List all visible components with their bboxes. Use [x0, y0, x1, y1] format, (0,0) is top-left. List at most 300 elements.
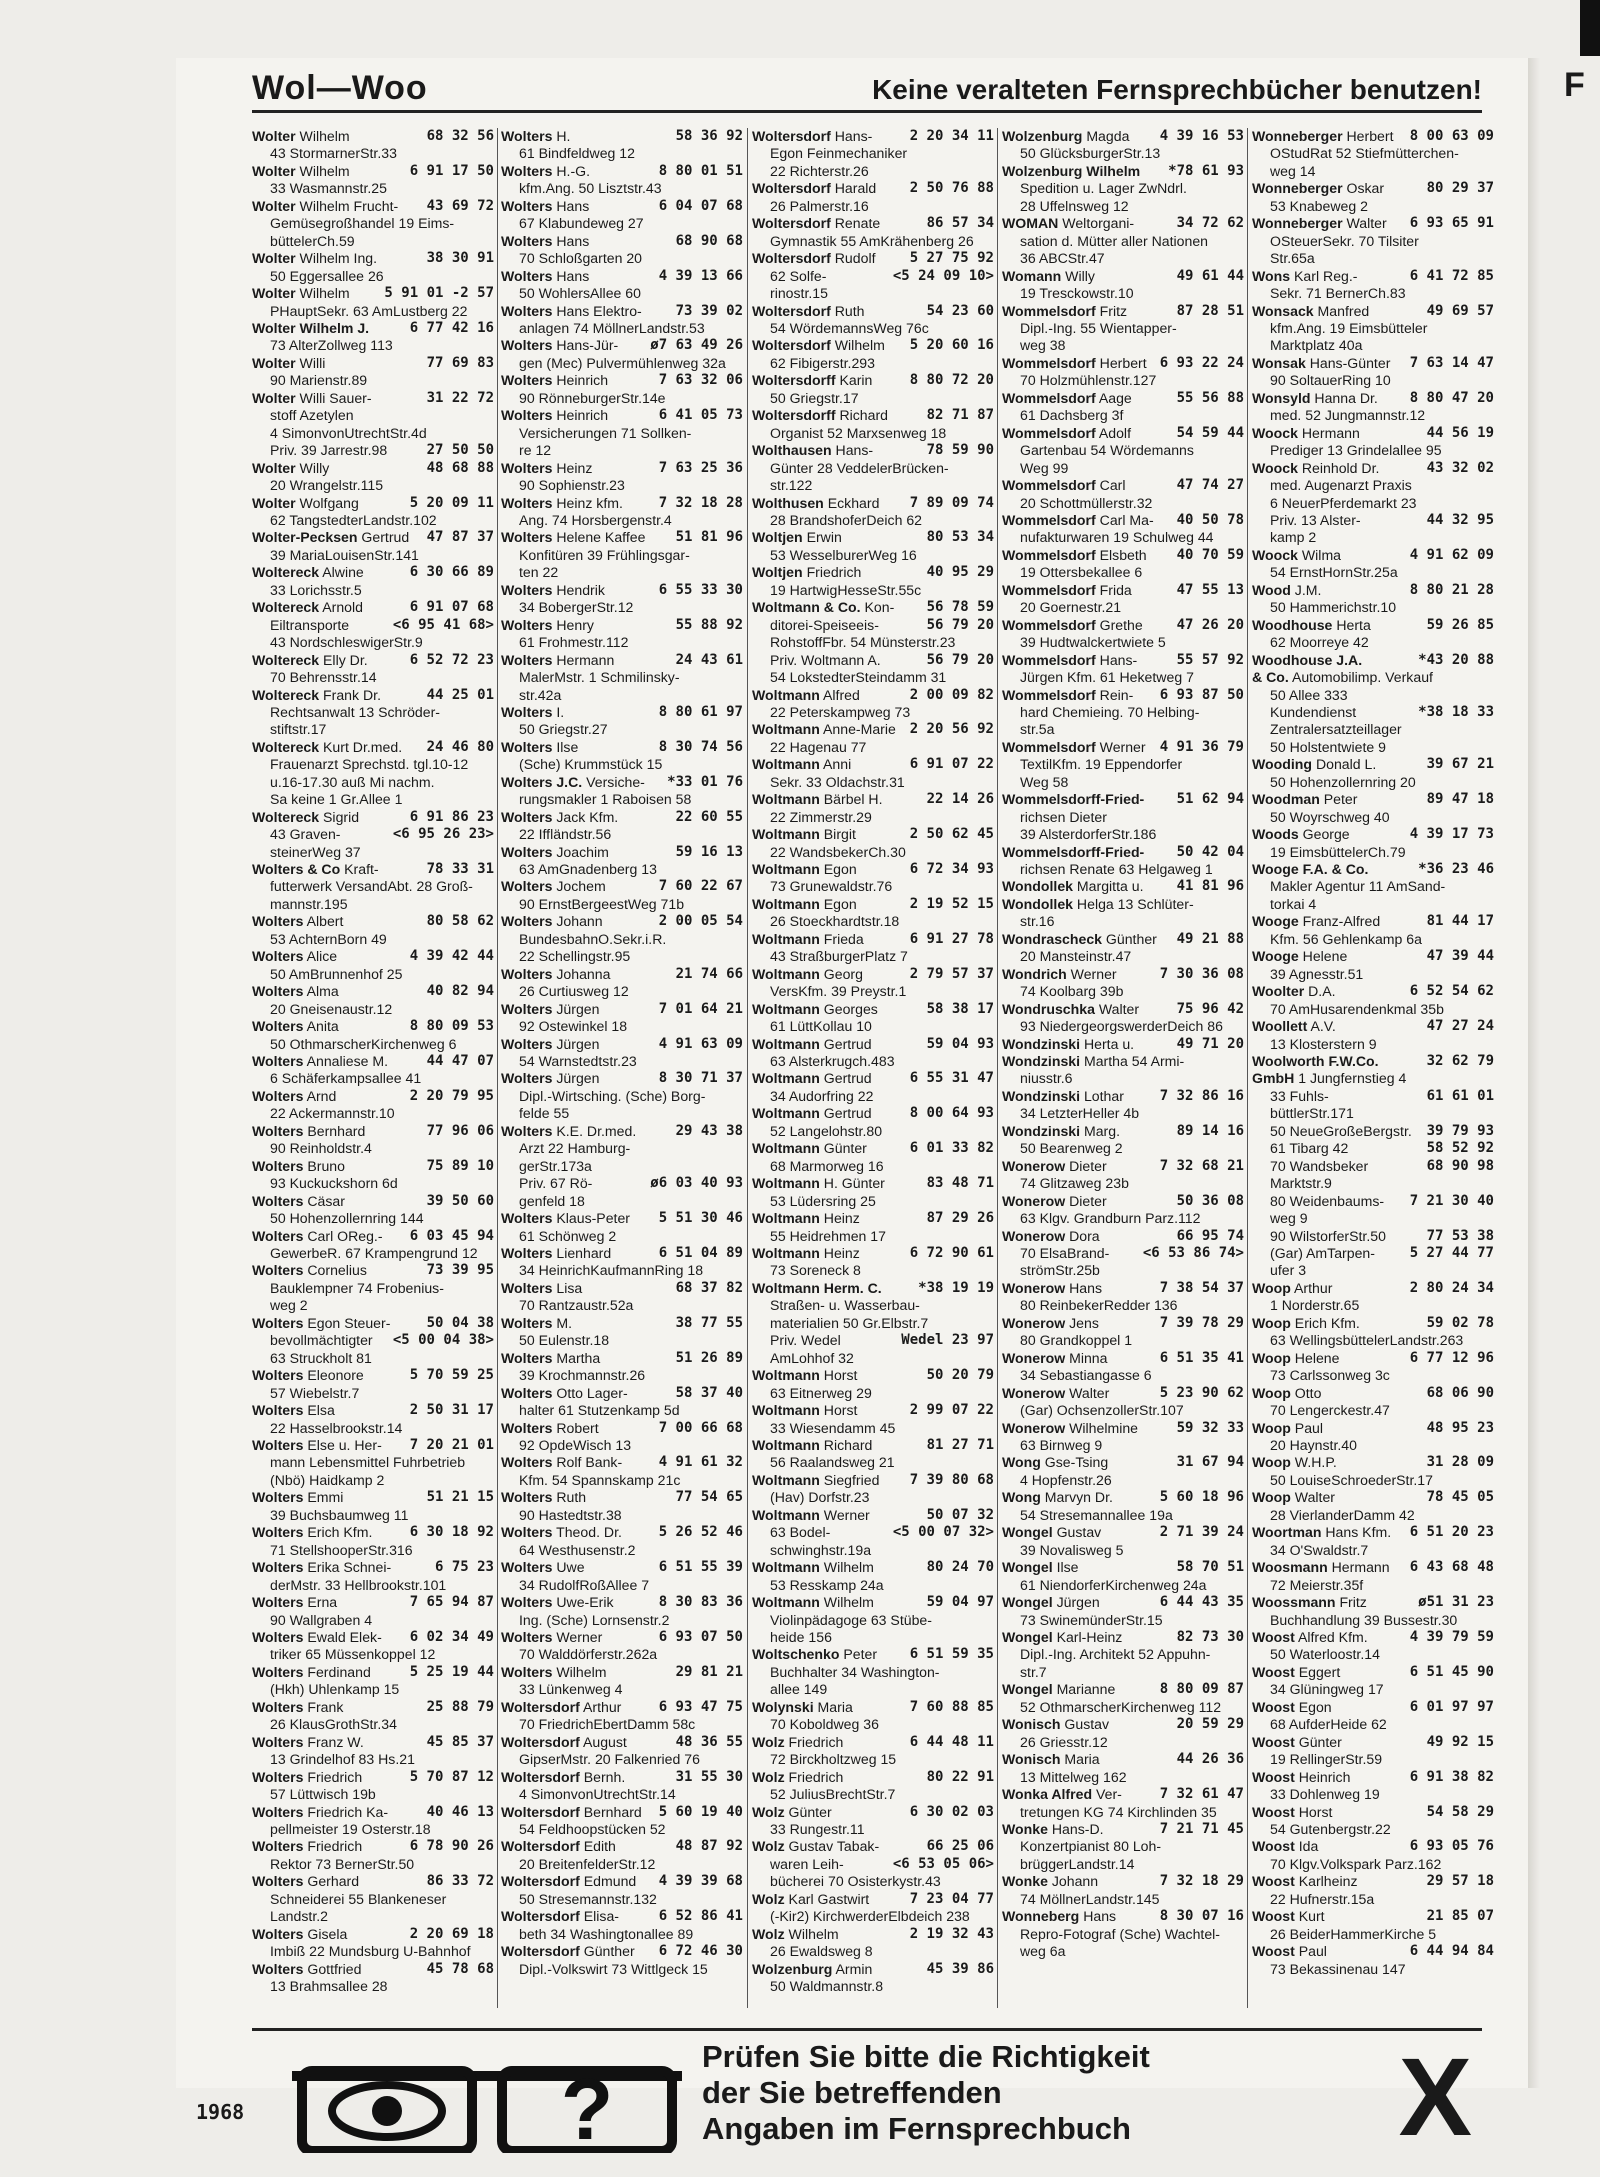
- phone-number: 51 21 15: [424, 1489, 494, 1506]
- entry-continuation: 13 Brahmsallee 28: [270, 1978, 388, 1995]
- entry-continuation: 20 Gneisenaustr.12: [270, 1000, 393, 1017]
- entry-continuation: Gemüsegroßhandel 19 Eims-: [270, 215, 455, 232]
- entry-continuation: kfm.Ang. 19 Eimsbütteler: [1270, 319, 1428, 336]
- entry-surname: Woop: [1252, 1454, 1291, 1471]
- directory-entry: [252, 1629, 494, 1646]
- phone-number: 39 50 60: [424, 1193, 494, 1210]
- entry-continuation: 80 Grandkoppel 1: [1020, 1332, 1133, 1349]
- phone-number: 39 67 21: [1424, 756, 1494, 773]
- directory-entry: [501, 1332, 743, 1349]
- entry-details: Helene: [1294, 1349, 1340, 1366]
- entry-continuation: 70 Rantzaustr.52a: [519, 1297, 634, 1314]
- directory-entry: [1002, 1804, 1244, 1821]
- phone-number: 2 99 07 22: [907, 1402, 994, 1419]
- phone-number: 6 93 07 50: [656, 1629, 743, 1646]
- directory-entry: [501, 1367, 743, 1384]
- entry-details: Gottfried: [307, 1960, 362, 1977]
- directory-entry: [1252, 1210, 1494, 1227]
- entry-surname: Wolters: [252, 1157, 304, 1174]
- phone-number: 5 70 87 12: [407, 1769, 494, 1786]
- entry-surname: Wolters: [501, 232, 553, 249]
- directory-entry: [752, 1053, 994, 1070]
- directory-entry: [1002, 1367, 1244, 1384]
- directory-entry: [252, 285, 494, 302]
- phone-number: 75 96 42: [1174, 1001, 1244, 1018]
- entry-details: Hans-Jür-: [556, 337, 619, 354]
- entry-continuation: med. Augenarzt Praxis: [1270, 477, 1412, 494]
- entry-details: Kurt Dr.med.: [323, 738, 403, 755]
- ad-line: Angaben im Fernsprechbuch: [702, 2111, 1131, 2146]
- phone-number: 6 44 48 11: [907, 1734, 994, 1751]
- entry-continuation: 68 Marmorweg 16: [770, 1157, 884, 1174]
- directory-entry: [252, 1262, 494, 1279]
- entry-continuation: 50 Hohenzollernring 144: [270, 1210, 424, 1227]
- entry-details: Georges: [823, 1000, 878, 1017]
- entry-details: Wilhelmine: [1069, 1419, 1139, 1436]
- directory-entry: [752, 1507, 994, 1524]
- entry-surname: Wolters: [501, 738, 553, 755]
- directory-entry: [1252, 1367, 1494, 1384]
- directory-entry: [1252, 1507, 1494, 1524]
- directory-entry: [1252, 861, 1494, 878]
- directory-entry: [1252, 1524, 1494, 1541]
- column-divider: [747, 128, 748, 2008]
- directory-entry: [252, 1856, 494, 1873]
- directory-entry: [501, 1420, 743, 1437]
- directory-entry: [501, 1210, 743, 1227]
- entry-surname: Wons: [1252, 267, 1291, 284]
- phone-number: 24 43 61: [673, 652, 743, 669]
- directory-entry: [252, 372, 494, 389]
- directory-entry: [252, 180, 494, 197]
- entry-continuation: 13 Mittelweg 162: [1020, 1768, 1127, 1785]
- directory-entry: [752, 1105, 994, 1122]
- entry-surname: Wondollek: [1002, 895, 1073, 912]
- directory-entry: [1002, 1821, 1244, 1838]
- entry-continuation: 34 LetzterHeller 4b: [1020, 1105, 1140, 1122]
- entry-surname: Wolters: [501, 337, 553, 354]
- phone-number: 44 26 36: [1174, 1751, 1244, 1768]
- directory-entry: [501, 407, 743, 424]
- directory-entry: [1002, 1001, 1244, 1018]
- entry-details: Ewald Elek-: [307, 1628, 382, 1645]
- entry-continuation: Kundendienst: [1270, 703, 1357, 720]
- entry-continuation: 56 Raalandsweg 21: [770, 1454, 895, 1471]
- directory-entry: [1252, 1681, 1494, 1698]
- entry-continuation: (Hav) Dorfstr.23: [770, 1489, 870, 1506]
- phone-number: 43 69 72: [424, 198, 494, 215]
- entry-surname: Woltersdorf: [752, 337, 831, 354]
- entry-surname: Wolters: [501, 197, 553, 214]
- entry-continuation: 90 SoltauerRing 10: [1270, 372, 1391, 389]
- entry-continuation: RohstoffFbr. 54 Münsterstr.23: [770, 634, 956, 651]
- directory-entry: [752, 1140, 994, 1157]
- phone-number: 6 51 59 35: [907, 1646, 994, 1663]
- directory-entry: [752, 1751, 994, 1768]
- entry-details: Reinhold Dr.: [1301, 459, 1380, 476]
- directory-entry: [752, 1734, 994, 1751]
- entry-continuation: Günter 28 VeddelerBrücken-: [770, 459, 949, 476]
- directory-entry: [1252, 756, 1494, 773]
- directory-entry: [752, 268, 994, 285]
- entry-continuation: 52 Langelohstr.80: [770, 1122, 883, 1139]
- entry-continuation: Buchhandlung 39 Bussestr.30: [1270, 1611, 1458, 1628]
- directory-entry: [752, 896, 994, 913]
- entry-details: Grethe: [1099, 616, 1143, 633]
- directory-entry: [501, 739, 743, 756]
- directory-entry: [752, 564, 994, 581]
- directory-entry: [501, 687, 743, 704]
- entry-details: Aage: [1098, 389, 1132, 406]
- entry-details: Johanna: [556, 965, 611, 982]
- entry-surname: Wolters: [501, 1035, 553, 1052]
- phone-number: 49 61 44: [1174, 268, 1244, 285]
- entry-continuation: 73 Soreneck 8: [770, 1262, 861, 1279]
- entry-continuation: 19 Ottersbekallee 6: [1020, 564, 1143, 581]
- directory-entry: [252, 163, 494, 180]
- directory-entry: [501, 1751, 743, 1768]
- directory-entry: [1252, 1734, 1494, 1751]
- directory-entry: [501, 1681, 743, 1698]
- entry-continuation: 6 NeuerPferdemarkt 23: [1270, 494, 1417, 511]
- directory-entry: [252, 1804, 494, 1821]
- directory-entry: [1002, 1472, 1244, 1489]
- entry-continuation: 20 Wrangelstr.115: [270, 477, 384, 494]
- phone-number: 66 95 74: [1174, 1228, 1244, 1245]
- entry-details: Richard: [839, 407, 889, 424]
- directory-entry: [501, 913, 743, 930]
- directory-entry: [752, 878, 994, 895]
- phone-number: 6 93 22 24: [1157, 355, 1244, 372]
- directory-entry: [1002, 1577, 1244, 1594]
- entry-details: Wilhelm: [299, 285, 350, 302]
- directory-entry: [752, 512, 994, 529]
- phone-number: 44 56 19: [1424, 425, 1494, 442]
- directory-entry: [252, 1297, 494, 1314]
- entry-continuation: 50 Bearenweg 2: [1020, 1140, 1123, 1157]
- entry-continuation: 90 Sophienstr.23: [519, 477, 625, 494]
- entry-surname: Wommelsdorf: [1002, 511, 1096, 528]
- entry-surname: Woltereck: [252, 599, 320, 616]
- directory-entry: [252, 1454, 494, 1471]
- entry-continuation: 50 WohlersAllee 60: [519, 285, 641, 302]
- directory-entry: [252, 1315, 494, 1332]
- directory-entry: [752, 1612, 994, 1629]
- phone-number: 73 39 95: [424, 1262, 494, 1279]
- entry-surname: Wolters: [252, 1698, 304, 1715]
- entry-details: Johann: [556, 913, 603, 930]
- entry-details: H. Günter: [823, 1175, 885, 1192]
- entry-continuation: 22 WandsbekerCh.30: [770, 843, 906, 860]
- phone-number: 7 00 66 68: [656, 1420, 743, 1437]
- directory-entry: [252, 1245, 494, 1262]
- phone-number: 7 32 86 16: [1157, 1088, 1244, 1105]
- entry-continuation: Rektor 73 BernerStr.50: [270, 1855, 415, 1872]
- directory-entry: [501, 1838, 743, 1855]
- phone-number: 86 33 72: [424, 1873, 494, 1890]
- entry-continuation: Arzt 22 Hamburg-: [519, 1140, 631, 1157]
- entry-surname: Woltersdorf: [501, 1698, 580, 1715]
- entry-details: W.H.P.: [1294, 1454, 1337, 1471]
- entry-continuation: halter 61 Stutzenkamp 5d: [519, 1402, 680, 1419]
- entry-surname: Wongel: [1002, 1681, 1053, 1698]
- phone-number: 29 81 21: [673, 1664, 743, 1681]
- directory-entry: [1252, 145, 1494, 162]
- directory-entry: [752, 1978, 994, 1995]
- phone-number: 6 52 54 62: [1407, 983, 1494, 1000]
- phone-number: 2 19 32 43: [907, 1926, 994, 1943]
- entry-continuation: (Gar) OchsenzollerStr.107: [1020, 1402, 1184, 1419]
- directory-entry: [501, 1542, 743, 1559]
- entry-continuation: pellmeister 19 Osterstr.18: [270, 1820, 431, 1837]
- entry-continuation: AmLohhof 32: [770, 1349, 854, 1366]
- directory-entry: [501, 844, 743, 861]
- entry-surname: Wolters: [252, 1489, 304, 1506]
- entry-details: Frida: [1099, 581, 1132, 598]
- entry-surname: Woltmann: [752, 1140, 820, 1157]
- entry-surname: Wonsyld: [1252, 389, 1311, 406]
- entry-details: Siegfried: [823, 1471, 880, 1488]
- entry-surname: Wonerow: [1002, 1349, 1066, 1366]
- entry-details: H.: [556, 128, 571, 144]
- entry-continuation: 70 Koboldweg 36: [770, 1716, 879, 1733]
- column-divider: [497, 128, 498, 2008]
- entry-details: Sigrid: [323, 808, 360, 825]
- directory-entry: [252, 948, 494, 965]
- phone-number: 68 90 98: [1424, 1158, 1494, 1175]
- entry-details: Adolf: [1098, 424, 1131, 441]
- entry-continuation: hard Chemieing. 70 Helbing-: [1020, 703, 1200, 720]
- phone-number: 48 87 92: [673, 1838, 743, 1855]
- entry-surname: Woltmann: [752, 930, 820, 947]
- directory-entry: [1252, 1926, 1494, 1943]
- directory-entry: [752, 844, 994, 861]
- phone-number: 54 23 60: [924, 303, 994, 320]
- directory-entry: [752, 1175, 994, 1192]
- directory-entry: [501, 1821, 743, 1838]
- entry-continuation: med. 52 Jungmannstr.12: [1270, 407, 1426, 424]
- directory-entry: [252, 1280, 494, 1297]
- ad-line: der Sie betreffenden: [702, 2075, 1002, 2110]
- directory-entry: [1252, 1175, 1494, 1192]
- entry-continuation: Konzertpianist 80 Loh-: [1020, 1838, 1162, 1855]
- directory-entry: [1002, 1734, 1244, 1751]
- directory-entry: [752, 1332, 994, 1349]
- directory-entry: [1252, 1454, 1494, 1471]
- directory-entry: [752, 1001, 994, 1018]
- entry-continuation: heide 156: [770, 1628, 832, 1645]
- entry-continuation: 33 Fuhls-: [1270, 1087, 1329, 1104]
- directory-entry: [1252, 1612, 1494, 1629]
- entry-surname: Wolynski: [752, 1698, 814, 1715]
- directory-entry: [1002, 1070, 1244, 1087]
- entry-surname: Wolters: [252, 1733, 304, 1750]
- directory-entry: [501, 1769, 743, 1786]
- directory-entry: [252, 442, 494, 459]
- directory-entry: [1252, 477, 1494, 494]
- directory-entry: [1252, 687, 1494, 704]
- directory-entry: [252, 337, 494, 354]
- directory-entry: [752, 1804, 994, 1821]
- directory-entry: [1252, 634, 1494, 651]
- phone-number: *38 19 19: [915, 1280, 994, 1297]
- entry-surname: Woltersdorff: [752, 407, 836, 424]
- entry-surname: Wolters: [501, 302, 553, 319]
- entry-continuation: 43 StraßburgerPlatz 7: [770, 948, 908, 965]
- entry-continuation: richsen Renate 63 Helgaweg 1: [1020, 861, 1213, 878]
- entry-continuation: (-Kir2) KirchwerderElbdeich 238: [770, 1908, 970, 1925]
- entry-continuation: futterwerk VersandAbt. 28 Groß-: [270, 878, 473, 895]
- directory-entry: [501, 1070, 743, 1087]
- entry-continuation: 39 Novalisweg 5: [1020, 1541, 1124, 1558]
- entry-details: Cäsar: [307, 1192, 345, 1209]
- entry-details: Hermann: [556, 651, 615, 668]
- phone-number: 78 45 05: [1424, 1489, 1494, 1506]
- directory-entry: [252, 1542, 494, 1559]
- directory-entry: [752, 477, 994, 494]
- directory-entry: [1002, 1228, 1244, 1245]
- directory-entry: [1002, 390, 1244, 407]
- phone-number: 87 28 51: [1174, 303, 1244, 320]
- phone-number: 89 14 16: [1174, 1123, 1244, 1140]
- phone-number: 6 44 43 35: [1157, 1594, 1244, 1611]
- entry-continuation: 93 NiedergeorgswerderDeich 86: [1020, 1018, 1223, 1035]
- directory-entry: [501, 756, 743, 773]
- entry-details: Emmi: [307, 1489, 344, 1506]
- directory-entry: [501, 268, 743, 285]
- directory-entry: [1002, 931, 1244, 948]
- directory-entry: [1002, 652, 1244, 669]
- directory-entry: [752, 1070, 994, 1087]
- directory-entry: [252, 1018, 494, 1035]
- directory-entry: [1002, 1385, 1244, 1402]
- phone-number: 81 44 17: [1424, 913, 1494, 930]
- entry-surname: Woock: [1252, 424, 1298, 441]
- entry-details: Gustav: [1056, 1524, 1102, 1541]
- directory-entry: [252, 774, 494, 791]
- directory-entry: [252, 861, 494, 878]
- directory-entry: [501, 1507, 743, 1524]
- entry-surname: Wonerow: [1002, 1192, 1066, 1209]
- phone-number: 6 01 97 97: [1407, 1699, 1494, 1716]
- phone-number: 6 72 34 93: [907, 861, 994, 878]
- directory-entry: [501, 652, 743, 669]
- phone-number: 81 27 71: [924, 1437, 994, 1454]
- phone-number: <5 00 07 32>: [890, 1524, 994, 1541]
- entry-surname: Wonerow: [1002, 1419, 1066, 1436]
- column-divider: [1247, 128, 1248, 2008]
- directory-entry: [752, 1856, 994, 1873]
- entry-surname: Woltmann: [752, 1402, 820, 1419]
- entry-details: Paul: [1298, 1943, 1327, 1960]
- directory-entry: [752, 809, 994, 826]
- phone-number: ø7 63 49 26: [647, 337, 743, 354]
- entry-continuation: 20 BreitenfelderStr.12: [519, 1855, 656, 1872]
- directory-entry: [1002, 1716, 1244, 1733]
- entry-continuation: 53 AchternBorn 49: [270, 930, 387, 947]
- directory-entry: [252, 1716, 494, 1733]
- directory-entry: [1002, 1489, 1244, 1506]
- entry-details: Uwe: [556, 1559, 585, 1576]
- directory-entry: [1002, 495, 1244, 512]
- directory-entry: [752, 1542, 994, 1559]
- entry-surname: Wood: [1252, 581, 1291, 598]
- entry-details: Frieda: [823, 930, 864, 947]
- directory-entry: [1002, 774, 1244, 791]
- entry-continuation: str.122: [770, 477, 813, 494]
- entry-details: Herbert: [1346, 128, 1394, 144]
- directory-entry: [252, 1577, 494, 1594]
- entry-continuation: 39 MariaLouisenStr.141: [270, 546, 419, 563]
- entry-details: Carl: [1099, 477, 1126, 494]
- entry-surname: Woltersdorf: [752, 250, 831, 267]
- directory-entry: [1002, 1315, 1244, 1332]
- entry-surname: Woop: [1252, 1384, 1291, 1401]
- entry-continuation: Versicherungen 71 Sollken-: [519, 424, 692, 441]
- entry-details: Dieter: [1069, 1192, 1107, 1209]
- phone-number: 5 27 75 92: [907, 250, 994, 267]
- directory-entry: [1252, 425, 1494, 442]
- entry-continuation: Organist 52 Marxsenweg 18: [770, 424, 947, 441]
- directory-entry: [1252, 1070, 1494, 1087]
- entry-surname: Wolters: [252, 1960, 304, 1977]
- directory-entry: [1002, 320, 1244, 337]
- directory-entry: [501, 1804, 743, 1821]
- entry-continuation: 50 Hammerichstr.10: [1270, 599, 1397, 616]
- entry-details: Walter: [1294, 1489, 1335, 1506]
- entry-continuation: Str.65a: [1270, 250, 1315, 267]
- directory-entry: [752, 1646, 994, 1663]
- entry-continuation: 71 StellshooperStr.316: [270, 1541, 413, 1558]
- directory-entry: [752, 1158, 994, 1175]
- entry-continuation: Marktplatz 40a: [1270, 337, 1363, 354]
- directory-entry: [752, 198, 994, 215]
- directory-entry: [252, 1612, 494, 1629]
- entry-continuation: Dipl.-Wirtsching. (Sche) Borg-: [519, 1087, 706, 1104]
- entry-details: Günter: [823, 1140, 867, 1157]
- directory-entry: [1002, 425, 1244, 442]
- entry-surname: Wolters: [252, 1367, 304, 1384]
- entry-details: Walter: [1098, 1000, 1140, 1017]
- directory-entry: [1002, 1507, 1244, 1524]
- entry-surname: Wommelsdorf: [1002, 302, 1096, 319]
- directory-entry: [501, 669, 743, 686]
- entry-details: Klaus-Peter: [556, 1210, 630, 1227]
- entry-details: Eckhard: [827, 494, 880, 511]
- directory-entry: [252, 599, 494, 616]
- entry-details: Alice: [306, 948, 338, 965]
- entry-continuation: MalerMstr. 1 Schmilinsky-: [519, 669, 680, 686]
- entry-surname: Wolters: [501, 1663, 553, 1680]
- entry-details: Edmund: [583, 1873, 637, 1890]
- directory-entry: [1002, 1943, 1244, 1960]
- entry-continuation: GewerbeR. 67 Krampengrund 12: [270, 1245, 478, 1261]
- directory-entry: [752, 1454, 994, 1471]
- directory-entry: [752, 983, 994, 1000]
- directory-entry: [1002, 1158, 1244, 1175]
- phone-number: 2 50 62 45: [907, 826, 994, 843]
- entry-continuation: 34 O'Swaldstr.7: [1270, 1541, 1369, 1558]
- directory-entry: [252, 1437, 494, 1454]
- directory-entry: [1252, 1123, 1494, 1140]
- column-divider: [997, 128, 998, 2008]
- entry-details: Jack Kfm.: [556, 808, 619, 825]
- directory-entry: [1252, 1873, 1494, 1890]
- entry-continuation: 74 MöllnerLandstr.145: [1020, 1890, 1160, 1907]
- phone-number: 7 63 25 36: [656, 460, 743, 477]
- entry-surname: Woltmann: [752, 1436, 820, 1453]
- entry-surname: Wondzinski: [1002, 1087, 1081, 1104]
